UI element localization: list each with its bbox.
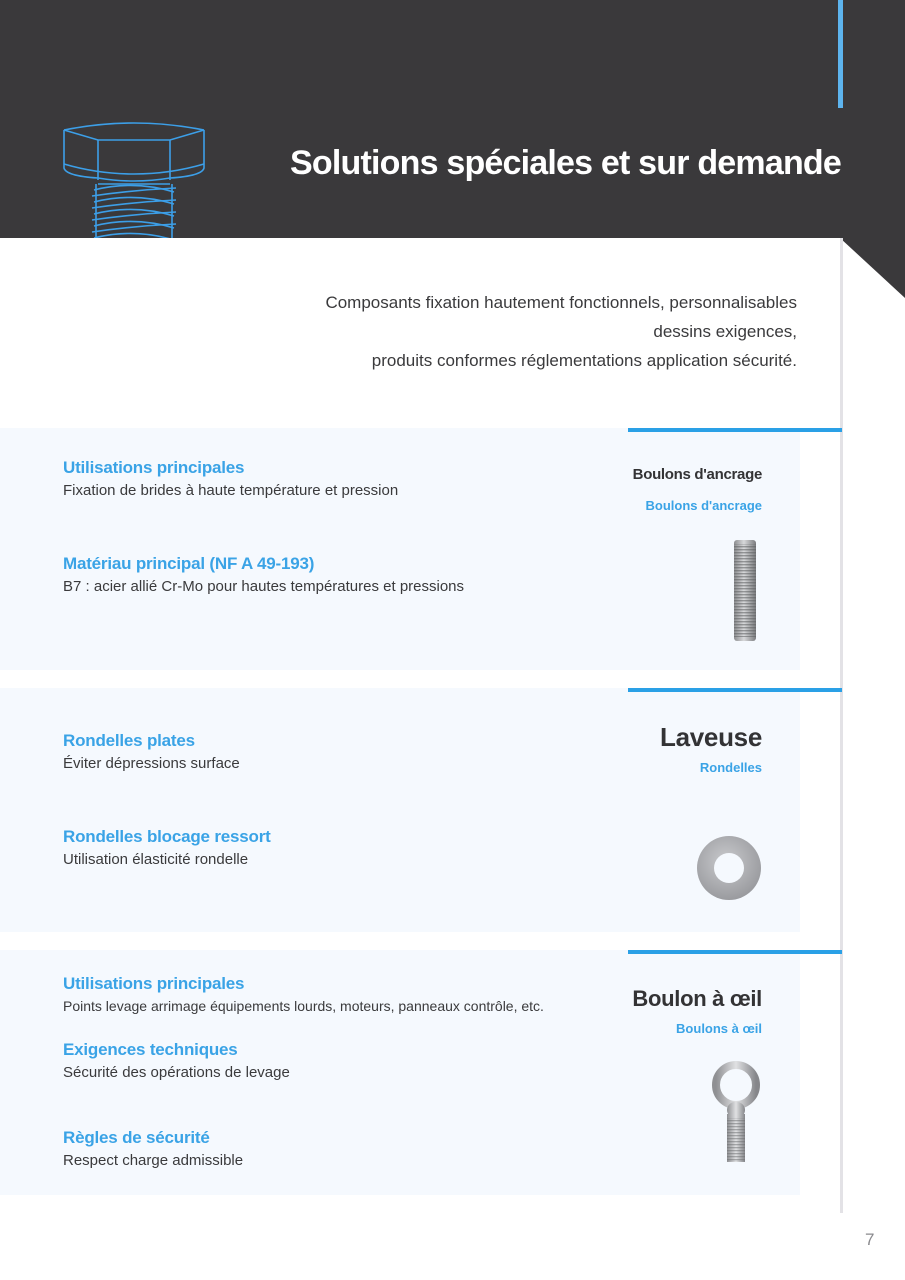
card-accent-bar [628,428,842,432]
product-name: Boulon à œil [632,986,762,1011]
intro-paragraph [237,288,797,375]
feature-title: Rondelles blocage ressort [63,827,271,846]
feature-text: B7 : acier allié Cr-Mo pour hautes températures et pressions [63,578,465,595]
product-name: Laveuse [660,722,762,752]
card-accent-bar [628,950,842,954]
feature-text: Éviter dépressions surface [63,755,240,772]
feature-text: Respect charge admissible [63,1152,244,1169]
feature-block [63,554,464,595]
feature-block [63,458,398,499]
feature-title: Utilisations principales [63,974,245,993]
card-accent-bar [628,688,842,692]
feature-title: Exigences techniques [63,1040,238,1059]
intro-line: Composants fixation hautement fonctionnels, personnalisables [325,293,797,312]
threaded-rod-icon [733,540,757,647]
feature-block [63,731,240,772]
intro-line: produits conformes réglementations application sécurité. [371,351,797,370]
product-category: Boulons à œil [676,1021,762,1036]
feature-text: Sécurité des opérations de levage [63,1064,290,1081]
feature-text: Fixation de brides à haute température et pression [63,482,399,499]
feature-title: Utilisations principales [63,458,245,477]
intro-line: dessins exigences, [653,322,797,341]
hex-bolt-icon [58,118,210,238]
feature-block [63,1040,290,1081]
product-category: Rondelles [699,760,762,775]
header-accent-bar [838,0,843,108]
page-title: Solutions spéciales et sur demande [290,144,841,182]
feature-title: Rondelles plates [63,731,195,750]
feature-text: Utilisation élasticité rondelle [63,851,249,868]
feature-block [63,1128,243,1169]
feature-title: Matériau principal (NF A 49-193) [63,554,315,573]
corner-fold-decoration [840,238,905,298]
feature-text: Points levage arrimage équipements lourds, moteurs, panneaux contrôle, etc. [63,998,544,1014]
product-category: Boulons d'ancrage [645,498,762,513]
feature-title: Règles de sécurité [63,1128,210,1147]
eye-bolt-icon [709,1060,763,1169]
feature-block [63,827,271,868]
washer-icon [696,835,762,906]
page-vertical-rule [840,238,843,1213]
page-header [0,0,905,238]
page-number: 7 [865,1230,875,1249]
product-name: Boulons d'ancrage [632,466,762,483]
feature-block [63,974,544,1014]
